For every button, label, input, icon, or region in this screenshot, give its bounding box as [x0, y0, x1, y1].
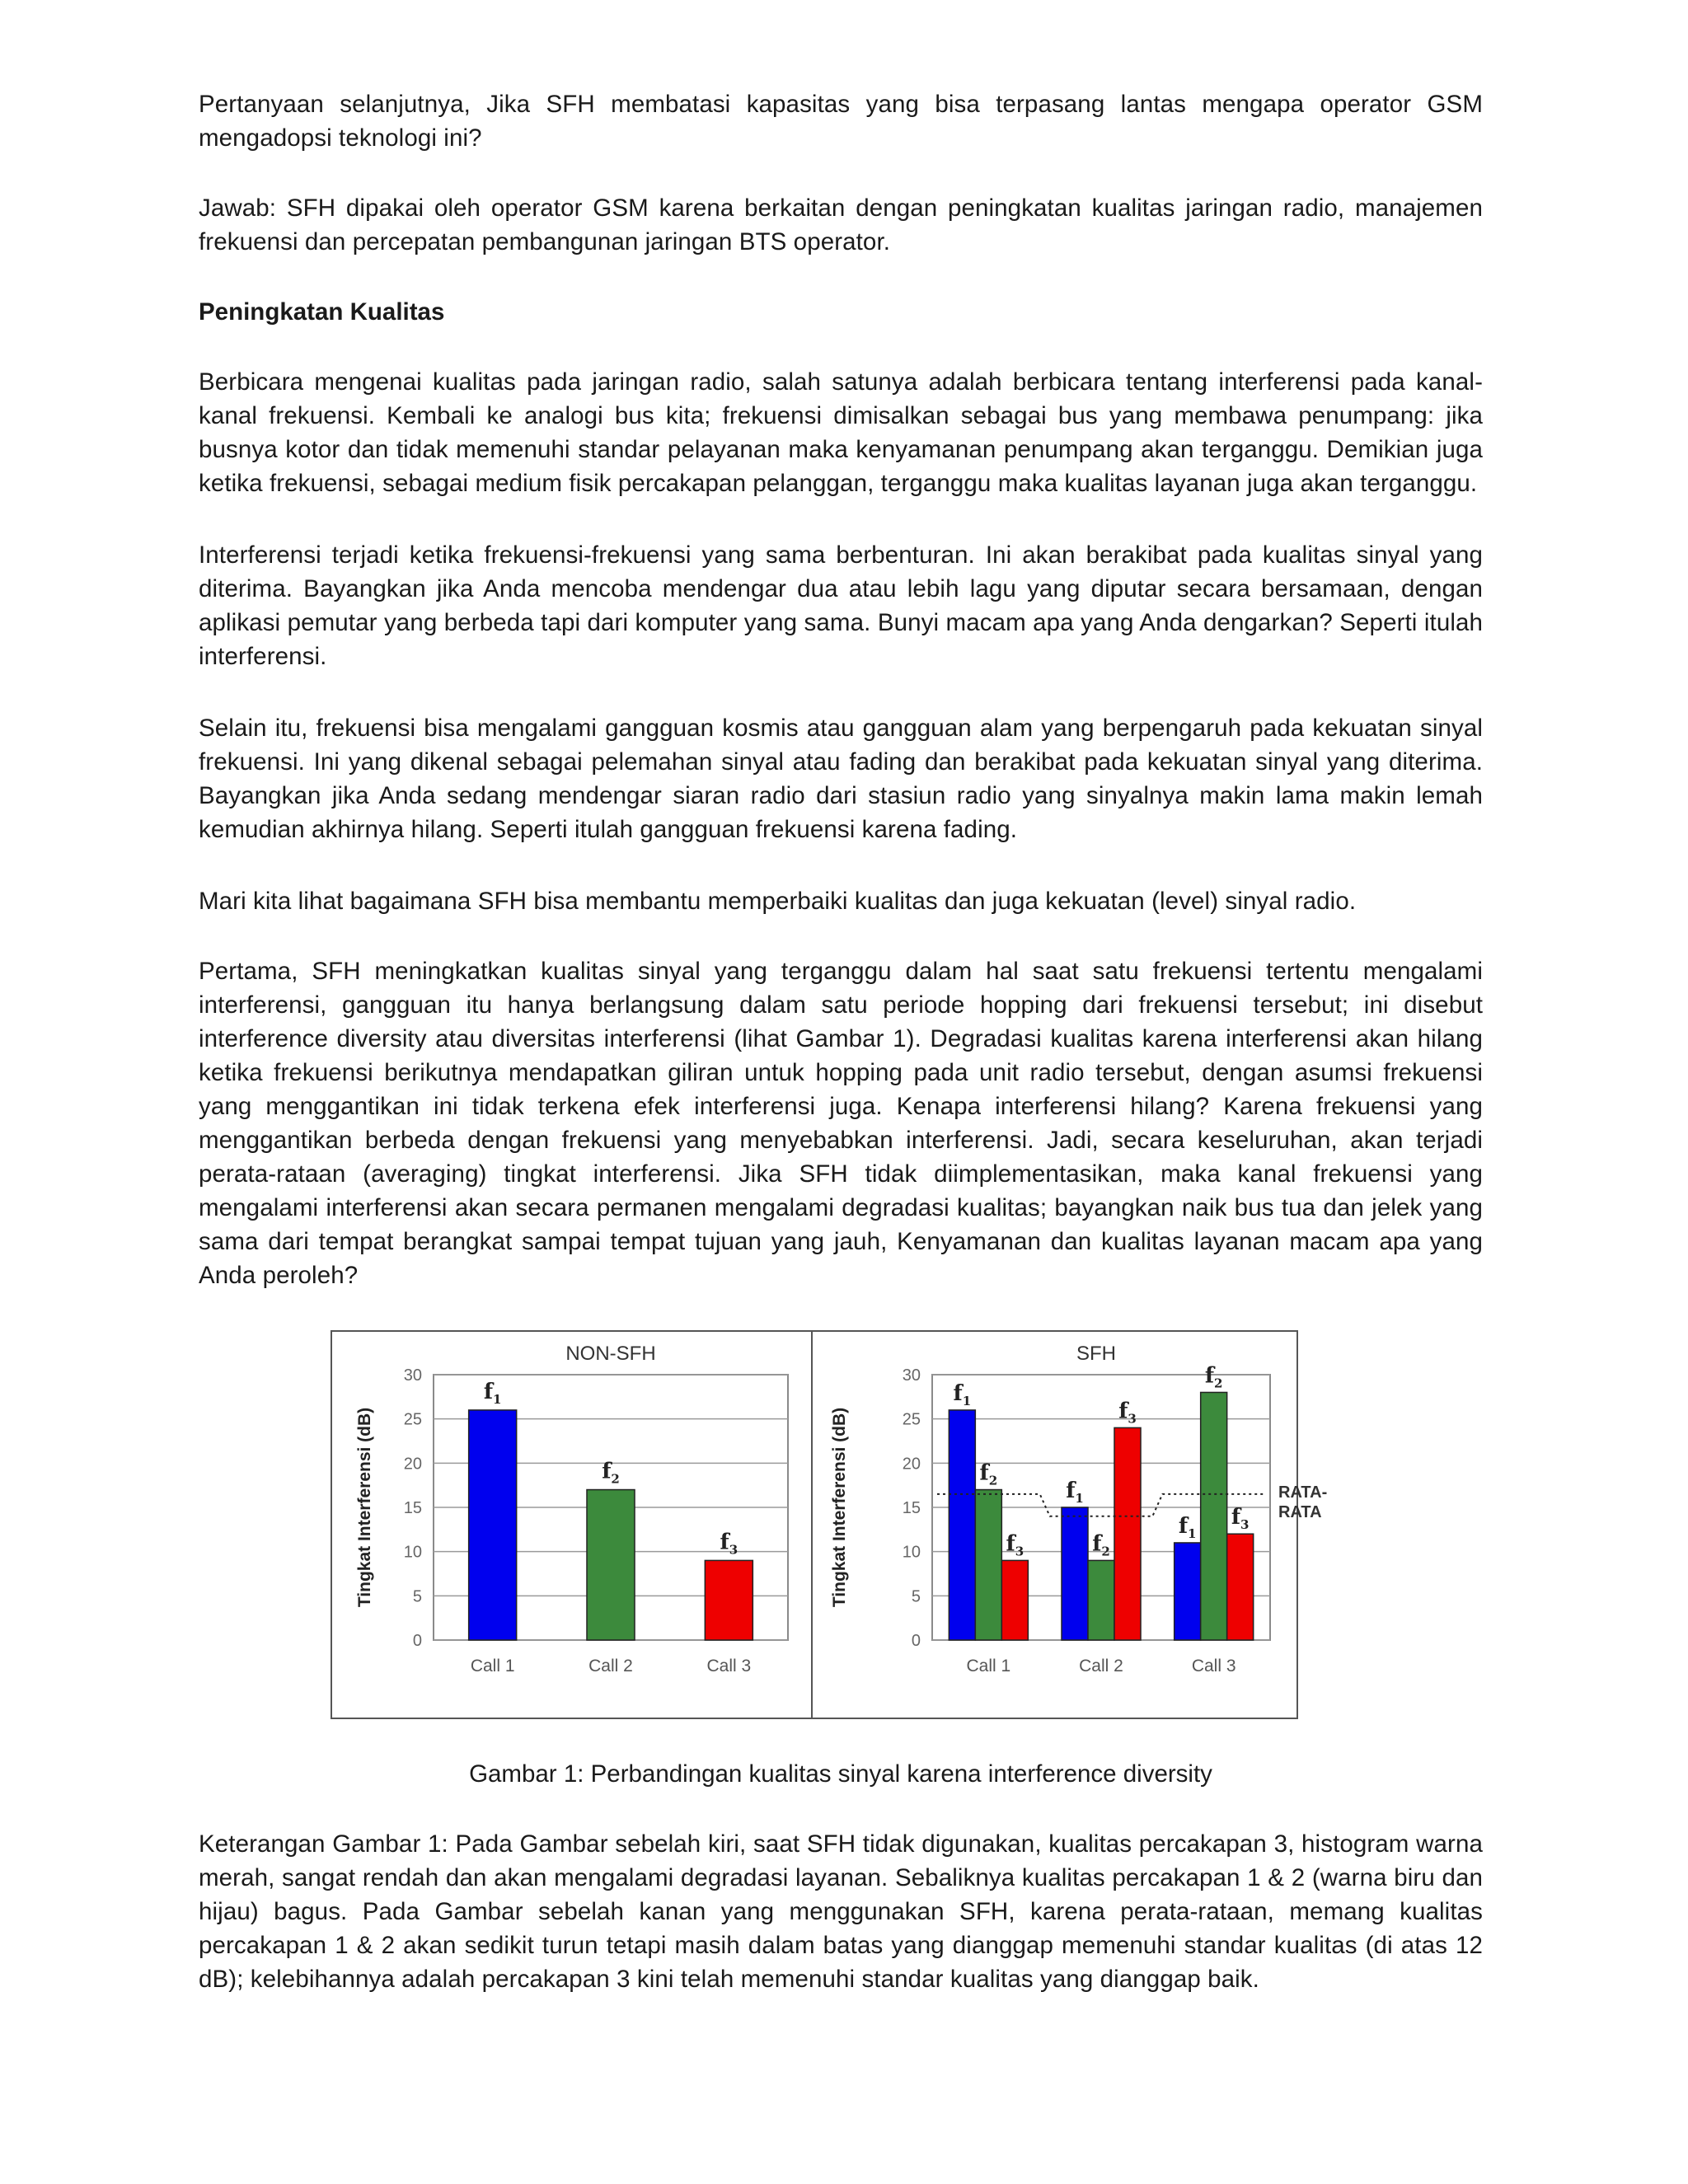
x-tick-label: Call 2: [1079, 1657, 1123, 1675]
paragraph-diversity: Pertama, SFH meningkatkan kualitas sinyal yang terganggu dalam hal saat satu frekuensi tertentu mengalami interferensi, gangguan itu hanya berlangsung dalam satu periode hopping dari frekuensi tersebut; ini disebut interference diversity atau diversitas interferensi (lihat Gambar 1). Degradasi kualitas karena interferensi akan hilang ketika frekuensi berikutnya mendapatkan giliran untuk hopping pada unit radio tersebut, dengan asumsi frekuensi yang menggantikan ini tidak terkena efek interferensi juga. Kenapa interferensi hilang? Karena frekuensi yang menggantikan berbeda dengan frekuensi yang menyebabkan interferensi. Jadi, secara keseluruhan, akan terjadi perata-rataan (averaging) tingkat interferensi. Jika SFH tidak diimplementasikan, maka kanal frekuensi yang mengalami interferensi akan secara permanen mengalami degradasi kualitas; bayangkan naik bus tua dan jelek yang sama dari tempat berangkat sampai tempat tujuan yang jauh, Kenyamanan dan kualitas layanan macam apa yang Anda peroleh?: [199, 958, 1483, 1289]
bar-freq-label: $f_1$: [1066, 1479, 1084, 1506]
paragraph-fading: Selain itu, frekuensi bisa mengalami gangguan kosmis atau gangguan alam yang berpengaruh pada kekuatan sinyal frekuensi. Ini yang dikenal sebagai pelemahan sinyal atau fading dan berakibat pada kekuatan sinyal yang diterima. Bayangkan jika Anda sedang mendengar siaran radio dari stasiun radio yang sinyalnya makin lama makin lemah kemudian akhirnya hilang. Seperti itulah gangguan frekuensi karena fading.: [199, 715, 1483, 843]
bar: [1001, 1560, 1028, 1640]
y-tick-label: 25: [902, 1410, 921, 1429]
y-tick-label: 0: [911, 1632, 921, 1650]
paragraph-figure-notes: Keterangan Gambar 1: Pada Gambar sebelah kiri, saat SFH tidak digunakan, kualitas percakapan 3, histogram warna merah, sangat rendah dan akan mengalami degradasi layanan. Sebaliknya kualitas percakapan 1 & 2 (warna biru dan hijau) bagus. Pada Gambar sebelah kanan yang menggunakan SFH, karena perata-rataan, memang kualitas percakapan 1 & 2 akan sedikit turun tetapi masih dalam batas yang dianggap memenuhi standar kualitas (di atas 12 dB); kelebihannya adalah percakapan 3 kini telah memenuhi standar kualitas yang dianggap baik.: [199, 1830, 1483, 1993]
bar: [1201, 1392, 1227, 1640]
x-tick-label: Call 3: [706, 1657, 752, 1675]
figure-1: [199, 1330, 1483, 1734]
paragraph-question: Pertanyaan selanjutnya, Jika SFH membatasi kapasitas yang bisa terpasang lantas mengapa operator GSM mengadopsi teknologi ini?: [199, 91, 1483, 152]
x-tick-label: Call 1: [470, 1657, 515, 1675]
bar: [1088, 1560, 1114, 1640]
bar-freq-label: $f_1$: [483, 1379, 502, 1407]
bar: [975, 1490, 1001, 1640]
bar-freq-label: $f_2$: [1204, 1363, 1223, 1391]
interference-chart-figure: [331, 1330, 1328, 1719]
bar-freq-label: $f_2$: [979, 1460, 998, 1488]
bar: [469, 1410, 517, 1640]
bar-freq-label: $f_3$: [1231, 1505, 1250, 1533]
paragraph-answer: Jawab: SFH dipakai oleh operator GSM karena berkaitan dengan peningkatan kualitas jaringan radio, manajemen frekuensi dan percepatan pembangunan jaringan BTS operator.: [199, 194, 1483, 255]
y-tick-label: 25: [403, 1410, 422, 1429]
figure-caption: Gambar 1: Perbandingan kualitas sinyal karena interference diversity: [469, 1760, 1212, 1788]
paragraph-sfh-intro: Mari kita lihat bagaimana SFH bisa membantu memperbaiki kualitas dan juga kekuatan (level) sinyal radio.: [199, 888, 1357, 915]
y-tick-label: 20: [902, 1455, 921, 1474]
bar: [587, 1490, 635, 1640]
y-tick-label: 0: [412, 1632, 422, 1650]
y-tick-label: 30: [403, 1366, 422, 1385]
bar: [1114, 1427, 1141, 1640]
x-tick-label: Call 1: [966, 1657, 1011, 1675]
bar-freq-label: $f_1$: [953, 1380, 972, 1408]
x-tick-label: Call 2: [588, 1657, 633, 1675]
bar-freq-label: $f_1$: [1178, 1513, 1197, 1541]
y-axis-label: Tingkat Interferensi (dB): [355, 1407, 374, 1608]
y-tick-label: 10: [902, 1543, 921, 1562]
y-tick-label: 5: [412, 1587, 422, 1606]
y-tick-label: 30: [902, 1366, 921, 1385]
chart-title: NON-SFH: [565, 1343, 656, 1365]
bar: [949, 1410, 975, 1640]
bar-freq-label: $f_2$: [602, 1459, 620, 1487]
y-tick-label: 15: [403, 1499, 422, 1517]
bar: [1227, 1534, 1254, 1640]
y-tick-label: 15: [902, 1499, 921, 1517]
section-heading: Peningkatan Kualitas: [199, 298, 445, 326]
bar: [1062, 1507, 1088, 1640]
bar: [705, 1560, 753, 1640]
y-tick-label: 10: [403, 1543, 422, 1562]
paragraph-quality: Berbicara mengenai kualitas pada jaringan radio, salah satunya adalah berbicara tentang interferensi pada kanal-kanal frekuensi. Kembali ke analogi bus kita; frekuensi dimisalkan sebagai bus yang membawa penumpang: jika busnya kotor dan tidak memenuhi standar pelayanan maka kenyamanan penumpang akan terganggu. Demikian juga ketika frekuensi, sebagai medium fisik percakapan pelanggan, terganggu maka kualitas layanan juga akan terganggu.: [199, 368, 1483, 497]
chart-title: SFH: [1076, 1343, 1116, 1365]
average-label-line2: RATA: [1278, 1502, 1322, 1521]
x-tick-label: Call 3: [1191, 1657, 1236, 1675]
bar-freq-label: $f_3$: [720, 1530, 738, 1558]
bar-freq-label: $f_3$: [1006, 1531, 1025, 1559]
y-axis-label: Tingkat Interferensi (dB): [830, 1407, 849, 1608]
y-tick-label: 5: [911, 1587, 921, 1606]
y-tick-label: 20: [403, 1455, 422, 1474]
document-body: [199, 87, 1483, 1996]
average-label-line1: RATA-: [1278, 1483, 1328, 1502]
paragraph-interference: Interferensi terjadi ketika frekuensi-frekuensi yang sama berbenturan. Ini akan berakibat pada kualitas sinyal yang diterima. Bayangkan jika Anda mencoba mendengar dua atau lebih lagu yang diputar secara bersamaan, dengan aplikasi pemutar yang berbeda tapi dari komputer yang sama. Bunyi macam apa yang Anda dengarkan? Seperti itulah interferensi.: [199, 541, 1483, 670]
bar: [1175, 1543, 1201, 1640]
bar-freq-label: $f_2$: [1092, 1531, 1110, 1559]
bar-freq-label: $f_3$: [1118, 1399, 1137, 1427]
